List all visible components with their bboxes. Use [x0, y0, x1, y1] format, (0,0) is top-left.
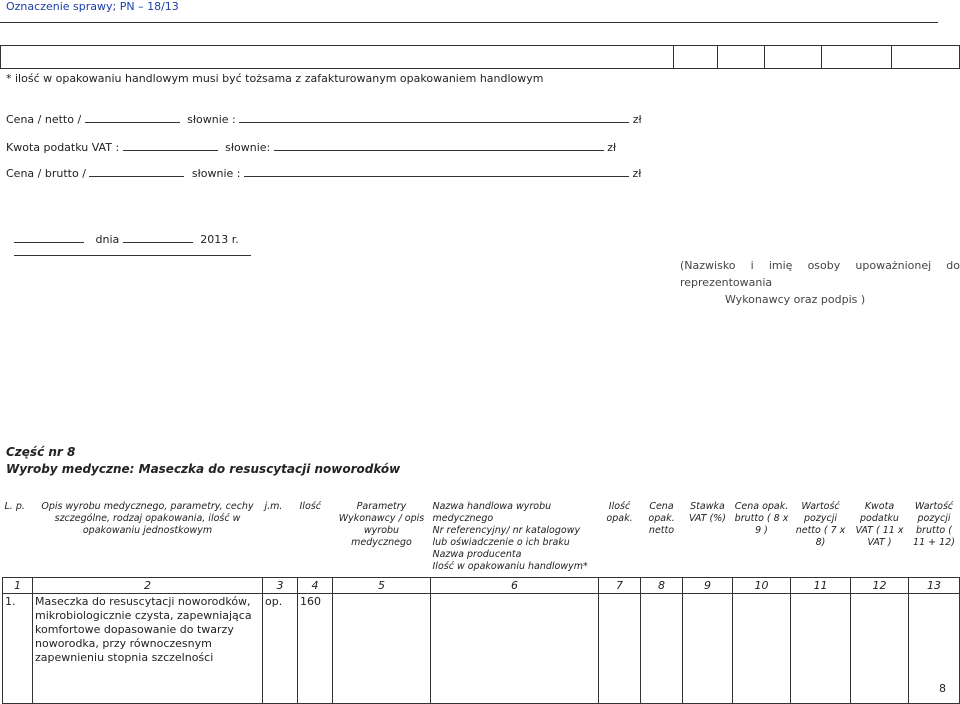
- column-number: 5: [333, 578, 431, 594]
- top-box: [673, 45, 718, 69]
- column-number: 13: [909, 578, 960, 594]
- column-number: 12: [851, 578, 909, 594]
- row-ilosc-opak-cell[interactable]: [599, 594, 641, 704]
- gross-currency: zł: [632, 167, 642, 180]
- place-blank[interactable]: [14, 232, 84, 243]
- gross-label: Cena / brutto /: [6, 167, 86, 180]
- price-table: [2, 500, 960, 704]
- header-ilosc-handlowa: Ilość w opakowaniu handlowym*: [432, 561, 588, 572]
- top-box: [717, 45, 765, 69]
- table-header-row: [3, 500, 960, 578]
- column-number: 6: [431, 578, 599, 594]
- header-nazwa-handlowa: Nazwa handlowa wyrobu medycznego: [432, 501, 552, 524]
- header-opis: Opis wyrobu medycznego, parametry, cechy szczególne, rodzaj opakowania, ilość w opakowaniu jednostkowym: [41, 501, 254, 536]
- part-subtitle: Wyroby medyczne: Maseczka do resuscytacji noworodków: [6, 462, 401, 476]
- header-ilosc-opak: Ilość opak.: [606, 501, 633, 524]
- header-nazwa: [431, 500, 599, 578]
- signature-line-2: reprezentowania: [680, 276, 773, 289]
- header-cena-opak: Cena opak. netto: [648, 501, 675, 536]
- row-cena-brutto-cell[interactable]: [733, 594, 791, 704]
- column-number: 8: [641, 578, 683, 594]
- row-parametry-cell[interactable]: [333, 594, 431, 704]
- vat-words-blank[interactable]: [274, 140, 604, 151]
- header-wartosc-brutto: Wartość pozycji brutto ( 11 + 12): [913, 501, 955, 548]
- net-label: Cena / netto /: [6, 113, 82, 126]
- vat-line: [6, 140, 616, 154]
- column-number: 4: [298, 578, 333, 594]
- header-parametry: Parametry Wykonawcy / opis wyrobu medycznego: [338, 501, 425, 548]
- header-wartosc-netto: Wartość pozycji netto ( 7 x 8): [795, 501, 846, 548]
- date-underline: [14, 255, 251, 256]
- date-blank[interactable]: [123, 232, 193, 243]
- gross-blank[interactable]: [89, 166, 184, 177]
- page-number: 8: [939, 682, 946, 695]
- row-lp: 1.: [3, 594, 33, 704]
- header-stawka: Stawka VAT (%): [689, 501, 726, 524]
- gross-words-blank[interactable]: [244, 166, 629, 177]
- signature-caption: [680, 257, 960, 308]
- top-box: [0, 45, 674, 69]
- column-number: 10: [733, 578, 791, 594]
- net-price-line: [6, 112, 642, 126]
- top-boxes: [0, 45, 960, 69]
- net-words-label: słownie :: [187, 113, 236, 126]
- vat-words-label: słownie:: [225, 141, 271, 154]
- row-wartosc-brutto-cell[interactable]: [909, 594, 960, 704]
- column-number: 11: [791, 578, 851, 594]
- gross-words-label: słownie :: [191, 167, 241, 180]
- date-dnia: dnia: [95, 233, 120, 246]
- row-wartosc-netto-cell[interactable]: [791, 594, 851, 704]
- date-year: 2013 r.: [200, 233, 239, 246]
- header-producent: Nazwa producenta: [432, 549, 522, 560]
- vat-currency: zł: [607, 141, 617, 154]
- header-cena-brutto: Cena opak. brutto ( 8 x 9 ): [734, 501, 789, 536]
- top-box: [891, 45, 960, 69]
- table-row: [3, 594, 960, 704]
- header-lp: L. p.: [4, 501, 25, 512]
- signature-line-3: Wykonawcy oraz podpis ): [725, 293, 866, 306]
- row-cena-opak-cell[interactable]: [641, 594, 683, 704]
- net-words-blank[interactable]: [239, 112, 629, 123]
- column-number: 1: [3, 578, 33, 594]
- top-box: [821, 45, 892, 69]
- header-ilosc: Ilość: [299, 501, 321, 512]
- column-number: 9: [683, 578, 733, 594]
- net-blank[interactable]: [85, 112, 180, 123]
- row-jm: op.: [263, 594, 298, 704]
- gross-price-line: [6, 166, 641, 180]
- row-ilosc: 160: [298, 594, 333, 704]
- row-nazwa-cell[interactable]: [431, 594, 599, 704]
- header-kwota-vat: Kwota podatku VAT ( 11 x VAT ): [855, 501, 904, 548]
- row-kwota-vat-cell[interactable]: [851, 594, 909, 704]
- header-nr-referencyjny: Nr referencyjny/ nr katalogowy lub oświadczenie o ich braku: [432, 525, 581, 548]
- top-box: [764, 45, 822, 69]
- net-currency: zł: [632, 113, 642, 126]
- row-opis: Maseczka do resuscytacji noworodków, mikrobiologicznie czysta, zapewniająca komfortowe dopasowanie do twarzy noworodka, przy równoczesnym zapewnieniu stopnia szczelności: [33, 594, 263, 704]
- signature-line-1: (Nazwisko i imię osoby upoważnionej do: [680, 259, 960, 272]
- date-line: [14, 232, 239, 246]
- part-title: Część nr 8: [6, 445, 76, 459]
- vat-label: Kwota podatku VAT :: [6, 141, 120, 154]
- note: * ilość w opakowaniu handlowym musi być tożsama z zafakturowanym opakowaniem handlowym: [6, 72, 544, 85]
- case-number: Oznaczenie sprawy; PN – 18/13: [6, 0, 179, 13]
- vat-blank[interactable]: [123, 140, 218, 151]
- header-rule: [0, 22, 938, 23]
- column-number-row: [3, 578, 960, 594]
- header-jm: j.m.: [264, 501, 283, 512]
- column-number: 3: [263, 578, 298, 594]
- row-stawka-cell[interactable]: [683, 594, 733, 704]
- column-number: 7: [599, 578, 641, 594]
- column-number: 2: [33, 578, 263, 594]
